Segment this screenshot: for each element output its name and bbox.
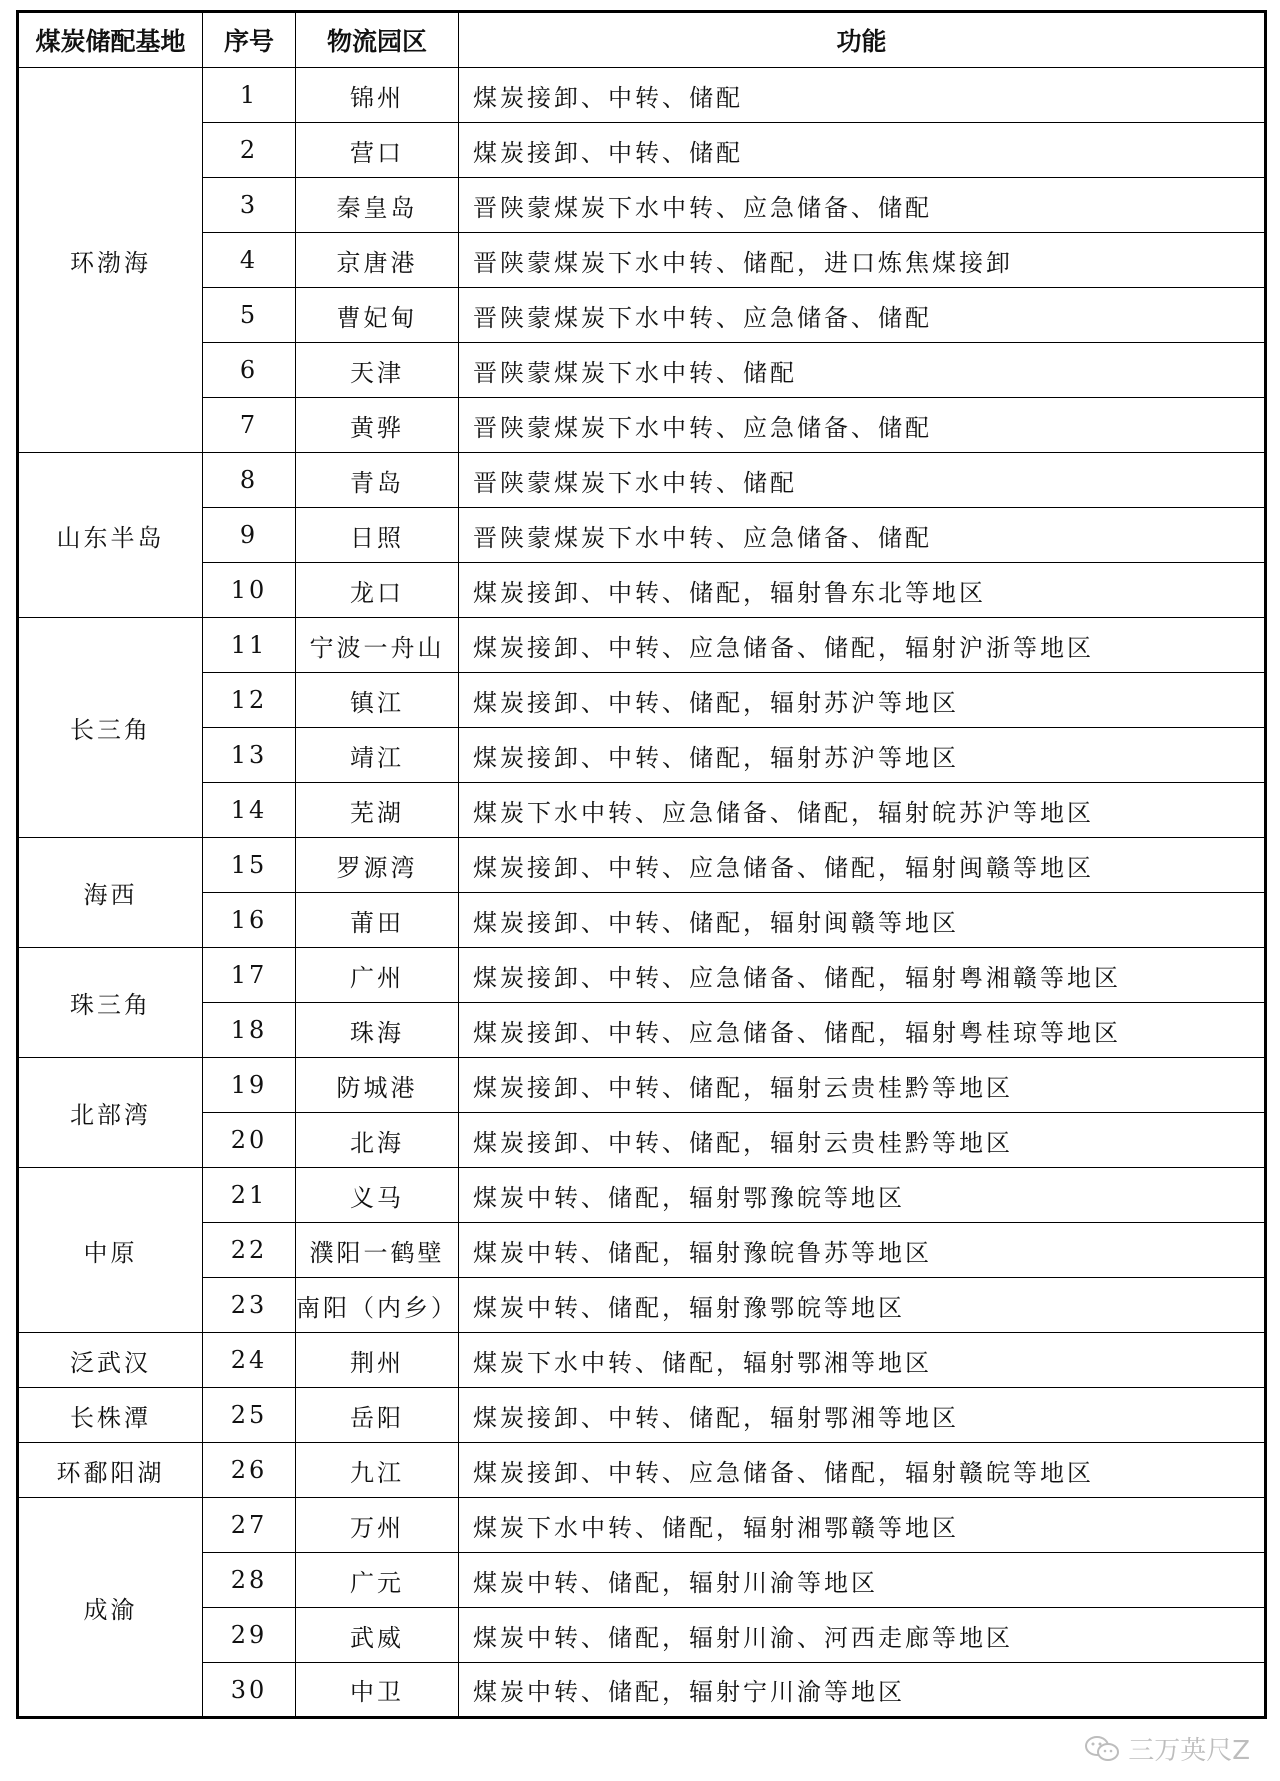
table-row [18, 783, 1266, 838]
park-cell: 龙口 [296, 563, 459, 618]
seq-cell: 30 [203, 1663, 296, 1718]
seq-cell: 15 [203, 838, 296, 893]
base-cell: 北部湾 [18, 1058, 203, 1168]
table-row [18, 1388, 1266, 1443]
func-cell: 晋陕蒙煤炭下水中转、储配 [459, 343, 1266, 398]
park-cell: 广元 [296, 1553, 459, 1608]
table-row [18, 1333, 1266, 1388]
coal-storage-table [16, 10, 1267, 1719]
table-row [18, 1223, 1266, 1278]
seq-cell: 13 [203, 728, 296, 783]
table-row [18, 1168, 1266, 1223]
seq-cell: 8 [203, 453, 296, 508]
seq-cell: 27 [203, 1498, 296, 1553]
table-row [18, 618, 1266, 673]
table-row [18, 563, 1266, 618]
base-cell: 环鄱阳湖 [18, 1443, 203, 1498]
table-row [18, 1663, 1266, 1718]
seq-cell: 23 [203, 1278, 296, 1333]
base-cell: 环渤海 [18, 68, 203, 453]
func-cell: 煤炭接卸、中转、储配，辐射苏沪等地区 [459, 728, 1266, 783]
table-row [18, 68, 1266, 123]
func-cell: 煤炭接卸、中转、应急储备、储配，辐射闽赣等地区 [459, 838, 1266, 893]
park-cell: 宁波一舟山 [296, 618, 459, 673]
park-cell: 北海 [296, 1113, 459, 1168]
park-cell: 秦皇岛 [296, 178, 459, 233]
table-row [18, 233, 1266, 288]
park-cell: 黄骅 [296, 398, 459, 453]
table-row [18, 1058, 1266, 1113]
table-row [18, 728, 1266, 783]
watermark-text: 三万英尺Z [1128, 1736, 1250, 1766]
seq-cell: 3 [203, 178, 296, 233]
park-cell: 中卫 [296, 1663, 459, 1718]
park-cell: 日照 [296, 508, 459, 563]
watermark [1084, 1730, 1250, 1767]
func-cell: 晋陕蒙煤炭下水中转、储配，进口炼焦煤接卸 [459, 233, 1266, 288]
park-cell: 濮阳一鹤壁 [296, 1223, 459, 1278]
seq-cell: 16 [203, 893, 296, 948]
seq-cell: 22 [203, 1223, 296, 1278]
seq-cell: 14 [203, 783, 296, 838]
base-cell: 山东半岛 [18, 453, 203, 618]
seq-cell: 9 [203, 508, 296, 563]
park-cell: 镇江 [296, 673, 459, 728]
table-row [18, 343, 1266, 398]
seq-cell: 2 [203, 123, 296, 178]
table-row [18, 1113, 1266, 1168]
table-row [18, 398, 1266, 453]
func-cell: 煤炭下水中转、储配，辐射鄂湘等地区 [459, 1333, 1266, 1388]
func-cell: 煤炭接卸、中转、储配，辐射闽赣等地区 [459, 893, 1266, 948]
table-row [18, 1553, 1266, 1608]
table-row [18, 1608, 1266, 1663]
func-cell: 煤炭下水中转、应急储备、储配，辐射皖苏沪等地区 [459, 783, 1266, 838]
header-func: 功能 [459, 12, 1266, 68]
seq-cell: 20 [203, 1113, 296, 1168]
seq-cell: 18 [203, 1003, 296, 1058]
base-cell: 珠三角 [18, 948, 203, 1058]
func-cell: 煤炭接卸、中转、储配，辐射苏沪等地区 [459, 673, 1266, 728]
table-body [18, 68, 1266, 1718]
func-cell: 煤炭中转、储配，辐射豫鄂皖等地区 [459, 1278, 1266, 1333]
park-cell: 珠海 [296, 1003, 459, 1058]
base-cell: 泛武汉 [18, 1333, 203, 1388]
base-cell: 长株潭 [18, 1388, 203, 1443]
func-cell: 煤炭接卸、中转、储配 [459, 123, 1266, 178]
park-cell: 天津 [296, 343, 459, 398]
table-row [18, 1498, 1266, 1553]
header-park: 物流园区 [296, 12, 459, 68]
table-row [18, 288, 1266, 343]
table-row [18, 673, 1266, 728]
park-cell: 莆田 [296, 893, 459, 948]
seq-cell: 4 [203, 233, 296, 288]
table-row [18, 1278, 1266, 1333]
func-cell: 煤炭接卸、中转、储配，辐射鄂湘等地区 [459, 1388, 1266, 1443]
park-cell: 罗源湾 [296, 838, 459, 893]
func-cell: 煤炭接卸、中转、应急储备、储配，辐射粤湘赣等地区 [459, 948, 1266, 1003]
func-cell: 煤炭接卸、中转、储配 [459, 68, 1266, 123]
seq-cell: 25 [203, 1388, 296, 1443]
table-row [18, 893, 1266, 948]
base-cell: 海西 [18, 838, 203, 948]
func-cell: 煤炭中转、储配，辐射川渝等地区 [459, 1553, 1266, 1608]
table-row [18, 1003, 1266, 1058]
park-cell: 芜湖 [296, 783, 459, 838]
seq-cell: 1 [203, 68, 296, 123]
seq-cell: 12 [203, 673, 296, 728]
func-cell: 晋陕蒙煤炭下水中转、应急储备、储配 [459, 288, 1266, 343]
func-cell: 晋陕蒙煤炭下水中转、应急储备、储配 [459, 178, 1266, 233]
func-cell: 煤炭中转、储配，辐射鄂豫皖等地区 [459, 1168, 1266, 1223]
seq-cell: 10 [203, 563, 296, 618]
park-cell: 义马 [296, 1168, 459, 1223]
header-row [18, 12, 1266, 68]
park-cell: 曹妃甸 [296, 288, 459, 343]
func-cell: 煤炭接卸、中转、储配，辐射鲁东北等地区 [459, 563, 1266, 618]
park-cell: 靖江 [296, 728, 459, 783]
seq-cell: 19 [203, 1058, 296, 1113]
table-row [18, 453, 1266, 508]
park-cell: 万州 [296, 1498, 459, 1553]
func-cell: 煤炭接卸、中转、应急储备、储配，辐射粤桂琼等地区 [459, 1003, 1266, 1058]
park-cell: 锦州 [296, 68, 459, 123]
park-cell: 南阳（内乡） [296, 1278, 459, 1333]
park-cell: 防城港 [296, 1058, 459, 1113]
wechat-icon [1084, 1735, 1120, 1763]
seq-cell: 7 [203, 398, 296, 453]
func-cell: 煤炭中转、储配，辐射宁川渝等地区 [459, 1663, 1266, 1718]
table-row [18, 178, 1266, 233]
park-cell: 广州 [296, 948, 459, 1003]
base-cell: 长三角 [18, 618, 203, 838]
seq-cell: 28 [203, 1553, 296, 1608]
seq-cell: 24 [203, 1333, 296, 1388]
func-cell: 煤炭接卸、中转、应急储备、储配，辐射赣皖等地区 [459, 1443, 1266, 1498]
park-cell: 荆州 [296, 1333, 459, 1388]
seq-cell: 6 [203, 343, 296, 398]
seq-cell: 21 [203, 1168, 296, 1223]
seq-cell: 11 [203, 618, 296, 673]
func-cell: 晋陕蒙煤炭下水中转、应急储备、储配 [459, 398, 1266, 453]
func-cell: 煤炭中转、储配，辐射豫皖鲁苏等地区 [459, 1223, 1266, 1278]
park-cell: 青岛 [296, 453, 459, 508]
seq-cell: 5 [203, 288, 296, 343]
func-cell: 煤炭中转、储配，辐射川渝、河西走廊等地区 [459, 1608, 1266, 1663]
seq-cell: 29 [203, 1608, 296, 1663]
func-cell: 煤炭接卸、中转、储配，辐射云贵桂黔等地区 [459, 1058, 1266, 1113]
seq-cell: 26 [203, 1443, 296, 1498]
base-cell: 成渝 [18, 1498, 203, 1718]
table-row [18, 508, 1266, 563]
table-row [18, 123, 1266, 178]
table-row [18, 948, 1266, 1003]
park-cell: 九江 [296, 1443, 459, 1498]
park-cell: 武威 [296, 1608, 459, 1663]
func-cell: 煤炭下水中转、储配，辐射湘鄂赣等地区 [459, 1498, 1266, 1553]
header-base: 煤炭储配基地 [18, 12, 203, 68]
seq-cell: 17 [203, 948, 296, 1003]
func-cell: 晋陕蒙煤炭下水中转、应急储备、储配 [459, 508, 1266, 563]
table-row [18, 1443, 1266, 1498]
func-cell: 晋陕蒙煤炭下水中转、储配 [459, 453, 1266, 508]
park-cell: 岳阳 [296, 1388, 459, 1443]
func-cell: 煤炭接卸、中转、储配，辐射云贵桂黔等地区 [459, 1113, 1266, 1168]
base-cell: 中原 [18, 1168, 203, 1333]
table-row [18, 838, 1266, 893]
func-cell: 煤炭接卸、中转、应急储备、储配，辐射沪浙等地区 [459, 618, 1266, 673]
park-cell: 营口 [296, 123, 459, 178]
park-cell: 京唐港 [296, 233, 459, 288]
table-container [16, 10, 1264, 1719]
header-seq: 序号 [203, 12, 296, 68]
